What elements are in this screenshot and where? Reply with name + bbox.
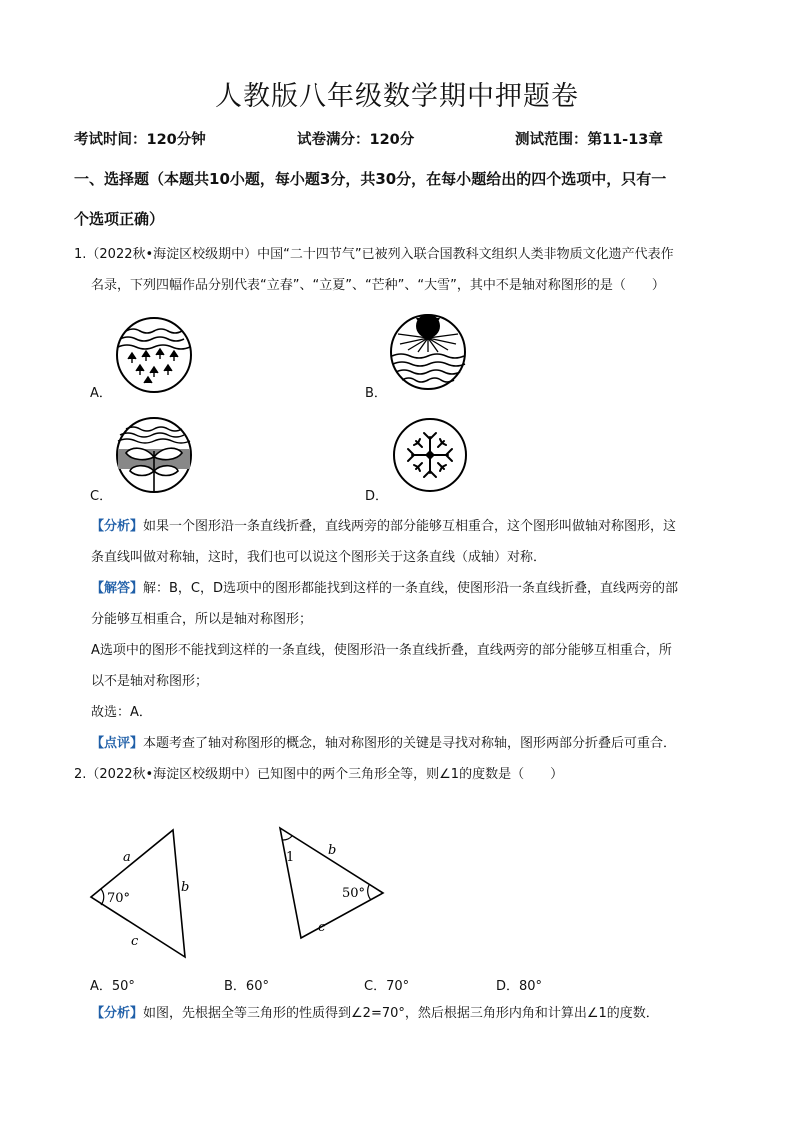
q1-analysis-line2: 条直线叫做对称轴，这时，我们也可以说这个图形关于这条直线（成轴）对称． — [91, 550, 547, 565]
full-score: 试卷满分：120分 — [297, 132, 415, 148]
section-heading-line1: 一、选择题（本题共10小题，每小题3分，共30分，在每小题给出的四个选项中，只有一 — [74, 170, 667, 188]
q2-option-a: A．50° — [90, 979, 135, 994]
q2-option-c: C．70° — [364, 979, 410, 994]
exam-time: 考试时间：120分钟 — [74, 132, 206, 148]
q1-analysis-line1 — [91, 511, 676, 542]
tri1-side-a: a — [123, 850, 131, 865]
tri1-side-b: b — [181, 880, 190, 895]
analysis-text: 如果一个图形沿一条直线折叠，直线两旁的部分能够互相重合，这个图形叫做轴对称图形，这 — [143, 519, 677, 534]
q2-analysis — [91, 998, 659, 1029]
comment-tag: 【点评】 — [91, 736, 144, 751]
option-a-figure — [114, 315, 194, 395]
q1-choice: 故选：A． — [91, 705, 152, 720]
option-c-label: C． — [90, 489, 113, 504]
tri2-side-c: c — [318, 920, 326, 935]
test-range: 测试范围：第11-13章 — [515, 132, 663, 148]
tri1-side-c: c — [131, 934, 139, 949]
option-b-label: B． — [365, 386, 387, 401]
triangle-1-figure — [85, 825, 210, 965]
comment-text: 本题考查了轴对称图形的概念，轴对称图形的关键是寻找对称轴，图形两部分折叠后可重合． — [143, 736, 677, 751]
q1-answer-line3: A选项中的图形不能找到这样的一条直线，使图形沿一条直线折叠，直线两旁的部分能够互相重合，所 — [91, 643, 672, 658]
q1-stem-line2: 名录，下列四幅作品分别代表“立春”、“立夏”、“芒种”、“大雪”，其中不是轴对称图形的是（ ） — [91, 278, 665, 293]
q2-analysis-text: 如图，先根据全等三角形的性质得到∠2=70°，然后根据三角形内角和计算出∠1的度数． — [143, 1006, 659, 1021]
triangle-2-figure — [268, 820, 393, 945]
tri2-angle: 50° — [342, 886, 366, 901]
page-title: 人教版八年级数学期中押题卷 — [215, 81, 579, 112]
q2-option-b: B．60° — [224, 979, 269, 994]
q2-option-d: D．80° — [496, 979, 543, 994]
q2-analysis-tag: 【分析】 — [91, 1006, 144, 1021]
analysis-tag: 【分析】 — [91, 519, 144, 534]
q1-answer-line2: 分能够互相重合，所以是轴对称图形； — [91, 612, 313, 627]
tri1-angle: 70° — [107, 891, 131, 906]
option-b-figure — [388, 312, 468, 392]
option-d-figure — [390, 415, 470, 495]
option-c-figure — [114, 415, 194, 495]
section-heading — [74, 160, 724, 238]
tri2-angle-1: 1 — [286, 850, 295, 865]
answer-tag: 【解答】 — [91, 581, 144, 596]
q1-comment — [91, 728, 676, 759]
answer-text: 解：B，C，D选项中的图形都能找到这样的一条直线，使图形沿一条直线折叠，直线两旁的部 — [143, 581, 679, 596]
q1-answer-line1 — [91, 573, 678, 604]
option-a-label: A． — [90, 386, 112, 401]
section-heading-line2: 个选项正确） — [74, 210, 165, 228]
q2-stem: 2.（2022秋•海淀区校级期中）已知图中的两个三角形全等，则∠1的度数是（ ） — [74, 767, 564, 782]
option-d-label: D． — [365, 489, 389, 504]
q1-stem-line1: 1.（2022秋•海淀区校级期中）中国“二十四节气”已被列入联合国教科文组织人类非物质文化遗产代表作 — [74, 247, 674, 262]
tri2-side-b: b — [328, 843, 337, 858]
q1-answer-line4: 以不是轴对称图形； — [91, 674, 209, 689]
